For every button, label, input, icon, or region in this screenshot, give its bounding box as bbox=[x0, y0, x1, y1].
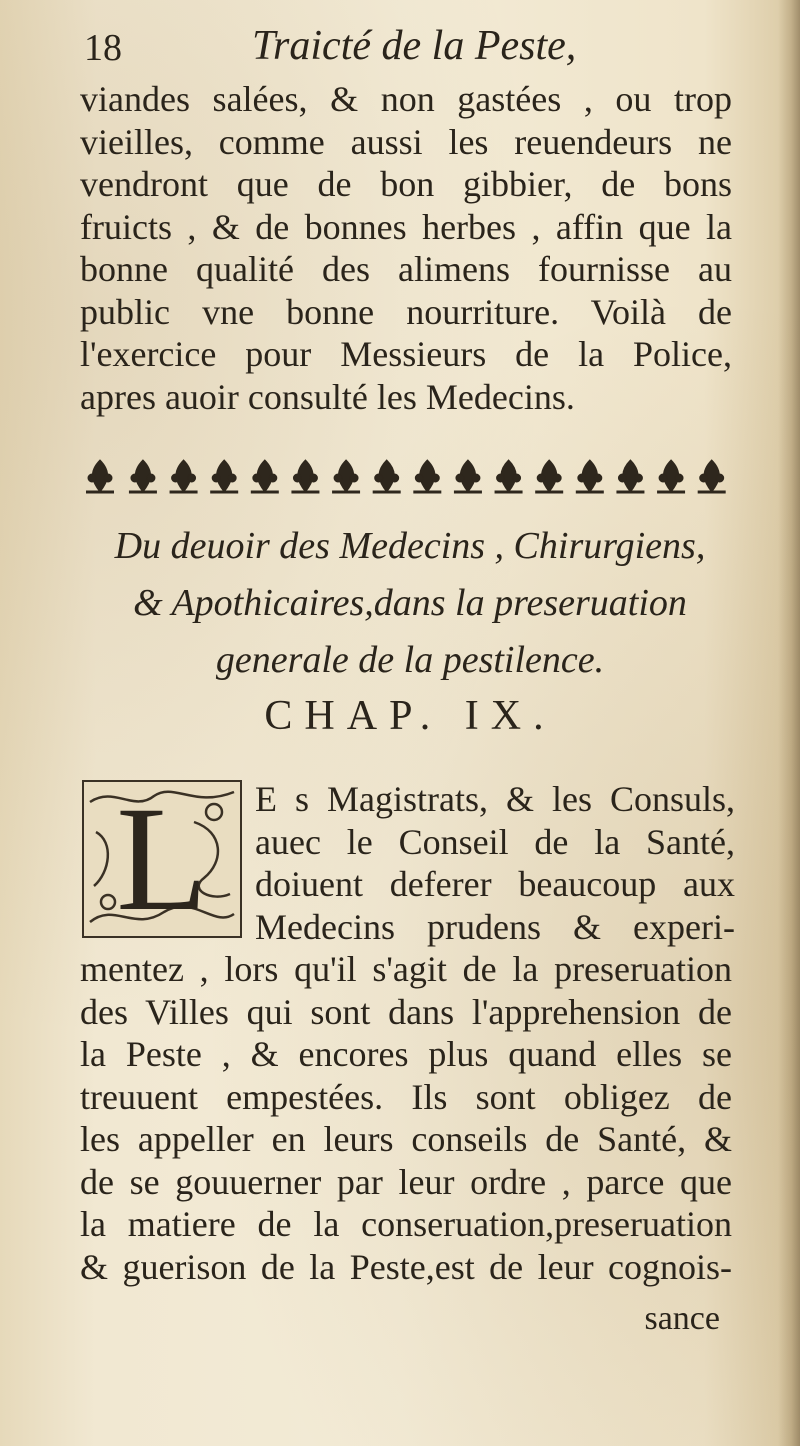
fleuron-icon bbox=[657, 460, 685, 492]
text-line: vendront que de bon gibbier, de bons bbox=[80, 164, 732, 204]
text-line: les appeller en leurs conseils de Santé, & bbox=[80, 1119, 732, 1159]
text-line: auec le Conseil de la Santé, bbox=[255, 821, 735, 862]
running-head: Traicté de la Peste, bbox=[252, 23, 577, 69]
chapter-paragraph bbox=[80, 948, 732, 1288]
text-line: la matiere de la conseruation,preseruation bbox=[80, 1204, 732, 1244]
text-line: l'exercice pour Messieurs de la Police, bbox=[80, 334, 732, 374]
fleuron-icon bbox=[413, 460, 441, 492]
page-header bbox=[84, 22, 744, 78]
page-number: 18 bbox=[84, 27, 122, 69]
text-line: mentez , lors qu'il s'agit de la preseruation bbox=[80, 949, 732, 989]
catchword: sance bbox=[644, 1300, 720, 1337]
text-line: public vne bonne nourriture. Voilà de bbox=[80, 291, 732, 332]
ornament-band bbox=[82, 452, 732, 498]
fleuron-icon bbox=[576, 460, 604, 492]
drop-cap-letter: L bbox=[116, 776, 208, 942]
fleuron-icon bbox=[170, 460, 198, 492]
chapter-title-line: Du deuoir des Medecins , Chirurgiens, bbox=[114, 525, 706, 567]
fleuron-icon bbox=[129, 460, 157, 492]
chapter-title-line: & Apothicaires,dans la preseruation bbox=[133, 582, 687, 624]
fleuron-icon bbox=[373, 460, 401, 492]
text-line: Medecins prudens & experi- bbox=[255, 906, 735, 947]
fleuron-icon bbox=[698, 460, 726, 492]
text-line: de se gouuerner par leur ordre , parce que bbox=[80, 1161, 732, 1202]
fleuron-icon bbox=[535, 460, 563, 492]
intro-paragraph bbox=[80, 78, 732, 418]
fleuron-icon bbox=[495, 460, 523, 492]
page-edge-shadow bbox=[778, 0, 800, 1446]
fleuron-icon bbox=[210, 460, 238, 492]
text-line: vieilles, comme aussi les reuendeurs ne bbox=[80, 121, 732, 162]
fleuron-icon bbox=[86, 460, 114, 492]
fleuron-icon bbox=[291, 460, 319, 492]
text-line: doiuent deferer beaucoup aux bbox=[255, 864, 735, 904]
chapter-title-line: generale de la pestilence. bbox=[215, 639, 605, 681]
fleuron-icon bbox=[454, 460, 482, 492]
text-line: apres auoir consulté les Medecins. bbox=[80, 376, 575, 417]
text-line: & guerison de la Peste,est de leur cognois- bbox=[80, 1246, 732, 1287]
indented-lines bbox=[255, 778, 735, 948]
chapter-title bbox=[80, 518, 740, 689]
text-line: des Villes qui sont dans l'apprehension de bbox=[80, 991, 732, 1032]
fleuron-icon bbox=[616, 460, 644, 492]
text-line: bonne qualité des alimens fournisse au bbox=[80, 249, 732, 289]
fleuron-icon bbox=[332, 460, 360, 492]
text-line: viandes salées, & non gastées , ou trop bbox=[80, 79, 732, 119]
text-line: la Peste , & encores plus quand elles se bbox=[80, 1034, 732, 1074]
chapter-heading: CHAP. IX. bbox=[264, 693, 556, 739]
text-line: E s Magistrats, & les Consuls, bbox=[255, 779, 735, 819]
text-line: treuuent empestées. Ils sont obligez de bbox=[80, 1076, 732, 1117]
fleuron-icon bbox=[251, 460, 279, 492]
text-line: fruicts , & de bonnes herbes , affin que la bbox=[80, 206, 732, 247]
decorated-initial bbox=[82, 776, 242, 942]
